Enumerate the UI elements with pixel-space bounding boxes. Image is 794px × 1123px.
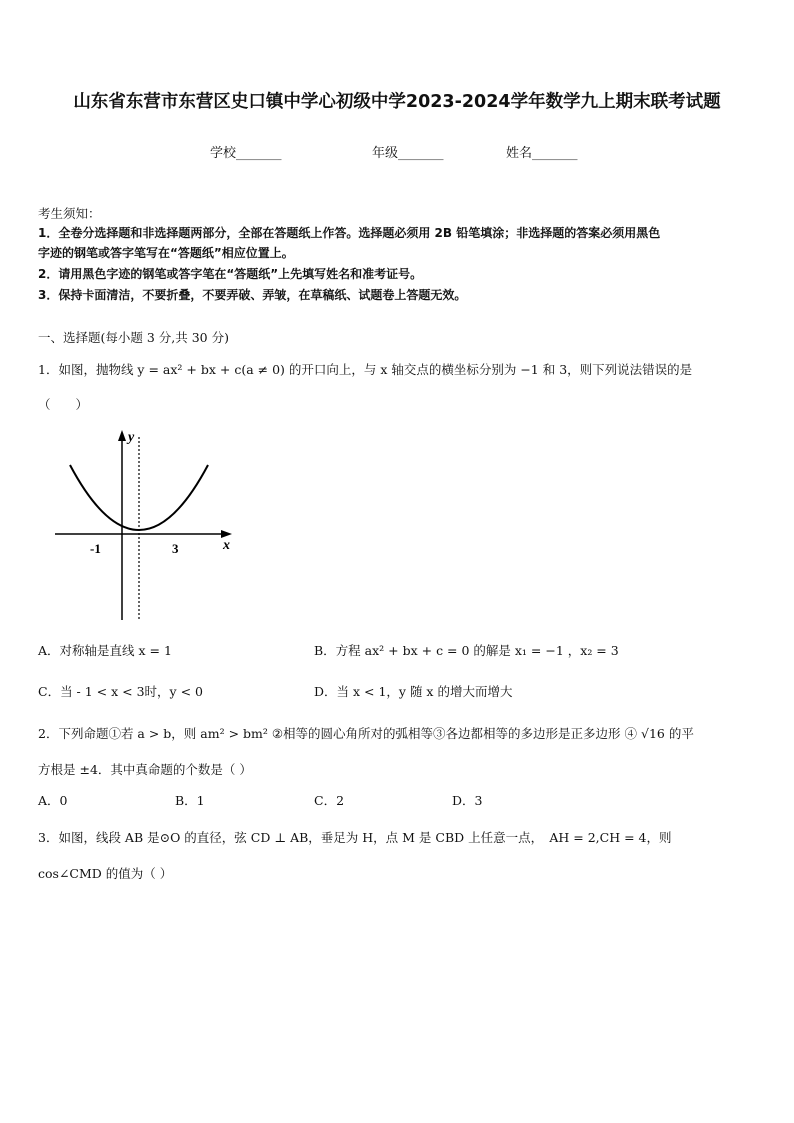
q3-stem-cont: cos∠CMD 的值为（ ） [38, 866, 173, 881]
q2-stem-cont: 方根是 ±4．其中真命题的个数是（ ） [38, 762, 252, 777]
x-axis-label: x [223, 538, 230, 553]
q2-option-a: A．0 [38, 793, 68, 808]
y-axis-label: y [128, 430, 135, 445]
q1-stem: 1．如图，抛物线 y = ax² + bx + c(a ≠ 0) 的开口向上，与 x 轴交点的横坐标分别为 −1 和 3，则下列说法错误的是 [38, 362, 693, 377]
notice-item-1-cont: 字迹的钢笔或答字笔写在“答题纸”相应位置上。 [38, 246, 294, 260]
name-field: 姓名_______ [506, 146, 578, 161]
q1-option-b: B．方程 ax² + bx + c = 0 的解是 x₁ = −1 ，x₂ = 3 [314, 643, 619, 658]
q1-option-a: A．对称轴是直线 x = 1 [38, 643, 172, 658]
root-left-label: -1 [90, 541, 101, 556]
q2-option-b: B．1 [175, 793, 205, 808]
notice-item-3: 3．保持卡面清洁，不要折叠，不要弄破、弄皱，在草稿纸、试题卷上答题无效。 [38, 288, 467, 302]
q1-option-c: C．当 - 1 < x < 3时，y < 0 [38, 684, 203, 699]
school-field: 学校_______ [210, 146, 282, 161]
notice-item-1: 1．全卷分选择题和非选择题两部分，全部在答题纸上作答。选择题必须用 2B 铅笔填涂；非选择题的答案必须用黑色 [38, 226, 661, 240]
exam-title: 山东省东营市东营区史口镇中学心初级中学2023-2024学年数学九上期末联考试题 [73, 92, 721, 112]
q3-stem: 3．如图，线段 AB 是⊙O 的直径，弦 CD ⊥ AB，垂足为 H，点 M 是 CBD 上任意一点， AH = 2,CH = 4，则 [38, 830, 672, 845]
q2-option-d: D．3 [452, 793, 483, 808]
parabola-graph [50, 425, 240, 625]
q2-stem: 2．下列命题①若 a > b，则 am² > bm² ②相等的圆心角所对的弧相等③各边都相等的多边形是正多边形 ④ √16 的平 [38, 726, 694, 741]
notice-item-2: 2．请用黑色字迹的钢笔或答字笔在“答题纸”上先填写姓名和准考证号。 [38, 267, 423, 281]
q2-option-c: C．2 [314, 793, 345, 808]
grade-field: 年级_______ [372, 146, 444, 161]
q1-option-d: D．当 x < 1，y 随 x 的增大而增大 [314, 684, 513, 699]
notice-heading: 考生须知： [38, 206, 101, 221]
q1-paren: （ ） [38, 397, 89, 412]
section-heading: 一、选择题(每小题 3 分,共 30 分) [38, 330, 229, 345]
root-right-label: 3 [172, 541, 179, 556]
